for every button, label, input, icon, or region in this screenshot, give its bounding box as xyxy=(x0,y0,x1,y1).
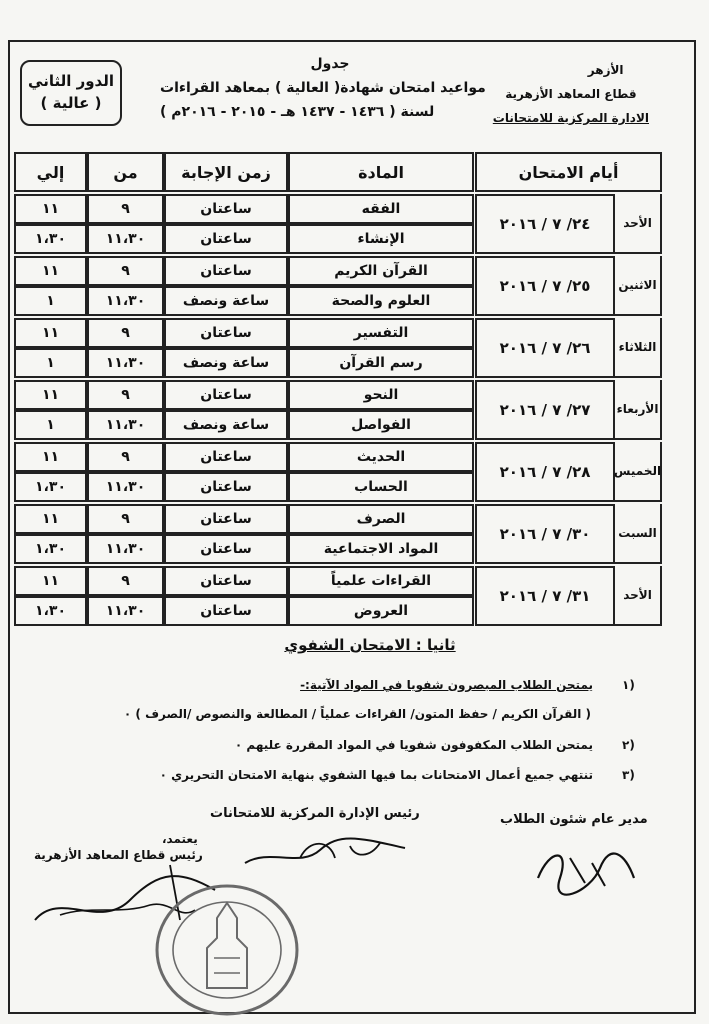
from-cell: ٩ xyxy=(87,504,164,534)
doc-year: لسنة ( ١٤٣٦ - ١٤٣٧ هـ - ٢٠١٥ - ٢٠١٦م ) xyxy=(160,104,435,120)
from-cell: ١١،٣٠ xyxy=(87,286,164,316)
item-2-number: ٢) xyxy=(622,738,635,752)
from-cell: ١١،٣٠ xyxy=(87,348,164,378)
header-right xyxy=(493,58,649,130)
subject-cell: الإنشاء xyxy=(288,224,474,254)
subject-cell: العروض xyxy=(288,596,474,626)
director-signature xyxy=(530,838,640,898)
header-to: إلي xyxy=(14,152,87,192)
duration-cell: ساعتان xyxy=(164,224,288,254)
from-cell: ٩ xyxy=(87,194,164,224)
exam-date: ٢٨/ ٧ / ٢٠١٦ xyxy=(475,442,615,502)
approve-label: يعتمد، xyxy=(162,832,198,846)
exam-day: الخميس xyxy=(615,442,662,502)
subject-cell: الفواصل xyxy=(288,410,474,440)
item-3-number: ٣) xyxy=(622,768,635,782)
exams-head-title: رئيس الإدارة المركزية للامتحانات xyxy=(210,806,420,821)
to-cell: ١١ xyxy=(14,256,87,286)
from-cell: ١١،٣٠ xyxy=(87,596,164,626)
from-cell: ١١،٣٠ xyxy=(87,410,164,440)
doc-subtitle: مواعيد امتحان شهادة( العالية ) بمعاهد القراءات xyxy=(160,80,486,96)
exam-date: ٣١/ ٧ / ٢٠١٦ xyxy=(475,566,615,626)
exam-date: ٢٤/ ٧ / ٢٠١٦ xyxy=(475,194,615,254)
subject-cell: العلوم والصحة xyxy=(288,286,474,316)
exam-day: الأحد xyxy=(615,194,662,254)
doc-title: جدول xyxy=(310,56,350,72)
duration-cell: ساعتان xyxy=(164,566,288,596)
duration-cell: ساعتان xyxy=(164,380,288,410)
org-name: الأزهر xyxy=(587,63,624,77)
from-cell: ١١،٣٠ xyxy=(87,534,164,564)
item-2-text: يمتحن الطلاب المكفوفون شفويا في المواد المقررة عليهم ٠ xyxy=(234,738,593,752)
header-duration: زمن الإجابة xyxy=(164,152,288,192)
subject-cell: رسم القرآن xyxy=(288,348,474,378)
item-3-text: تنتهي جميع أعمال الامتحانات بما فيها الشفوي بنهاية الامتحان التحريري ٠ xyxy=(159,768,593,782)
to-cell: ١،٣٠ xyxy=(14,224,87,254)
subject-cell: الصرف xyxy=(288,504,474,534)
duration-cell: ساعة ونصف xyxy=(164,348,288,378)
duration-cell: ساعتان xyxy=(164,504,288,534)
exam-day: الأحد xyxy=(615,566,662,626)
department-name: الادارة المركزية للامتحانات xyxy=(492,111,649,125)
subject-cell: الحديث xyxy=(288,442,474,472)
session-box xyxy=(20,60,122,126)
header-days: أيام الامتحان xyxy=(475,152,662,192)
header-center xyxy=(160,52,500,124)
item-1-number: ١) xyxy=(622,678,635,692)
exam-date: ٢٦/ ٧ / ٢٠١٦ xyxy=(475,318,615,378)
to-cell: ١،٣٠ xyxy=(14,596,87,626)
exam-date: ٢٥/ ٧ / ٢٠١٦ xyxy=(475,256,615,316)
to-cell: ١١ xyxy=(14,566,87,596)
exam-day: الثلاثاء xyxy=(615,318,662,378)
official-stamp xyxy=(152,878,302,1018)
duration-cell: ساعتان xyxy=(164,472,288,502)
director-title: مدير عام شئون الطلاب xyxy=(500,812,648,827)
exam-day: السبت xyxy=(615,504,662,564)
header-from: من xyxy=(87,152,164,192)
exams-head-signature xyxy=(240,828,410,876)
from-cell: ٩ xyxy=(87,380,164,410)
session-label: الدور الثاني xyxy=(28,72,114,90)
subject-cell: التفسير xyxy=(288,318,474,348)
duration-cell: ساعتان xyxy=(164,442,288,472)
duration-cell: ساعتان xyxy=(164,318,288,348)
subject-cell: القرآن الكريم xyxy=(288,256,474,286)
from-cell: ١١،٣٠ xyxy=(87,224,164,254)
subject-cell: الحساب xyxy=(288,472,474,502)
to-cell: ١١ xyxy=(14,504,87,534)
subject-cell: القراءات علمياً xyxy=(288,566,474,596)
sector-head-title: رئيس قطاع المعاهد الأزهرية xyxy=(34,848,203,862)
from-cell: ٩ xyxy=(87,442,164,472)
header-subject: المادة xyxy=(288,152,474,192)
to-cell: ١ xyxy=(14,286,87,316)
duration-cell: ساعتان xyxy=(164,596,288,626)
subject-cell: الفقه xyxy=(288,194,474,224)
to-cell: ١ xyxy=(14,348,87,378)
exam-day: الأربعاء xyxy=(615,380,662,440)
to-cell: ١،٣٠ xyxy=(14,472,87,502)
to-cell: ١١ xyxy=(14,380,87,410)
duration-cell: ساعتان xyxy=(164,534,288,564)
duration-cell: ساعة ونصف xyxy=(164,410,288,440)
session-level: ( عالية ) xyxy=(40,94,102,112)
subject-cell: النحو xyxy=(288,380,474,410)
from-cell: ٩ xyxy=(87,566,164,596)
exam-day: الاثنين xyxy=(615,256,662,316)
from-cell: ٩ xyxy=(87,256,164,286)
oral-title: ثانيا : الامتحان الشفوي xyxy=(284,636,456,654)
subject-cell: المواد الاجتماعية xyxy=(288,534,474,564)
to-cell: ١١ xyxy=(14,318,87,348)
from-cell: ١١،٣٠ xyxy=(87,472,164,502)
item-1-subjects: ( القرآن الكريم / حفظ المتون/ القراءات عملياً / المطالعة والنصوص /الصرف ) ٠ xyxy=(123,707,591,721)
duration-cell: ساعتان xyxy=(164,194,288,224)
to-cell: ١،٣٠ xyxy=(14,534,87,564)
exam-date: ٣٠/ ٧ / ٢٠١٦ xyxy=(475,504,615,564)
to-cell: ١ xyxy=(14,410,87,440)
duration-cell: ساعة ونصف xyxy=(164,286,288,316)
sector-name: قطاع المعاهد الأزهرية xyxy=(505,87,637,101)
from-cell: ٩ xyxy=(87,318,164,348)
item-1-text: يمتحن الطلاب المبصرون شفويا في المواد الآتية:- xyxy=(300,678,593,692)
duration-cell: ساعتان xyxy=(164,256,288,286)
exam-date: ٢٧/ ٧ / ٢٠١٦ xyxy=(475,380,615,440)
to-cell: ١١ xyxy=(14,442,87,472)
to-cell: ١١ xyxy=(14,194,87,224)
